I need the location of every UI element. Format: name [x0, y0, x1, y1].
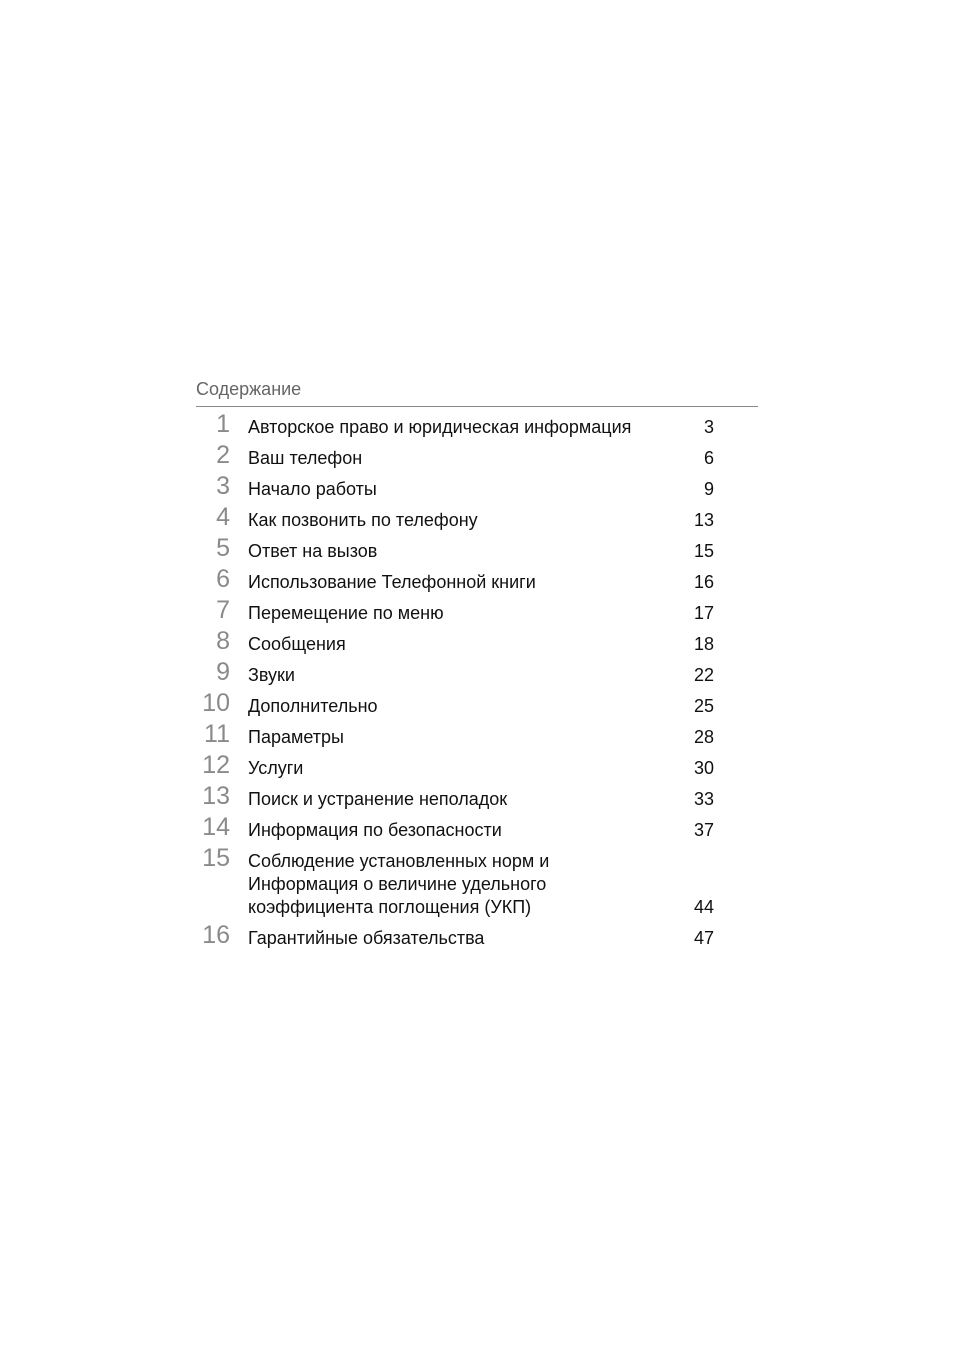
page-number: 33 — [693, 789, 714, 809]
toc-entry[interactable] — [196, 505, 758, 536]
toc-entry[interactable] — [196, 536, 758, 567]
toc-entry[interactable] — [196, 474, 758, 505]
chapter-number: 13 — [202, 782, 230, 810]
toc-entry[interactable] — [196, 443, 758, 474]
chapter-title: Как позвонить по телефону — [248, 510, 478, 530]
chapter-title: Соблюдение установленных норм и Информация о величине удельного коэффициента поглощения (УКП) — [248, 851, 550, 917]
page-number: 44 — [693, 897, 714, 917]
toc-entry[interactable] — [196, 412, 758, 443]
page-number: 16 — [693, 572, 714, 592]
chapter-title: Дополнительно — [248, 696, 378, 716]
chapter-number: 10 — [202, 689, 230, 717]
page-number: 9 — [703, 479, 714, 499]
chapter-title: Услуги — [248, 758, 304, 778]
page-number: 3 — [703, 417, 714, 437]
chapter-title: Ответ на вызов — [248, 541, 378, 561]
chapter-title: Информация по безопасности — [248, 820, 502, 840]
page-number: 25 — [693, 696, 714, 716]
chapter-number: 16 — [202, 921, 230, 949]
page-number: 47 — [693, 928, 714, 948]
toc-list — [196, 412, 758, 954]
toc-entry[interactable] — [196, 567, 758, 598]
chapter-number: 14 — [202, 813, 230, 841]
page-number: 6 — [703, 448, 714, 468]
chapter-title: Поиск и устранение неполадок — [248, 789, 508, 809]
toc-entry[interactable] — [196, 923, 758, 954]
page-number: 30 — [693, 758, 714, 778]
page-number: 22 — [693, 665, 714, 685]
chapter-number: 9 — [216, 658, 230, 686]
chapter-number: 1 — [216, 410, 230, 438]
toc-divider — [196, 406, 758, 407]
chapter-title: Авторское право и юридическая информация — [248, 417, 632, 437]
chapter-title: Сообщения — [248, 634, 346, 654]
toc-entry[interactable] — [196, 753, 758, 784]
page-number: 18 — [693, 634, 714, 654]
chapter-title: Начало работы — [248, 479, 377, 499]
page-number: 15 — [693, 541, 714, 561]
toc-entry[interactable] — [196, 629, 758, 660]
toc-entry[interactable] — [196, 815, 758, 846]
table-of-contents — [196, 376, 758, 954]
chapter-number: 15 — [202, 844, 230, 872]
chapter-title: Использование Телефонной книги — [248, 572, 536, 592]
chapter-number: 5 — [216, 534, 230, 562]
chapter-title: Перемещение по меню — [248, 603, 444, 623]
chapter-number: 7 — [216, 596, 230, 624]
chapter-number: 11 — [204, 720, 230, 748]
toc-entry[interactable] — [196, 784, 758, 815]
chapter-title: Звуки — [248, 665, 295, 685]
chapter-number: 4 — [216, 503, 230, 531]
chapter-number: 12 — [202, 751, 230, 779]
page-number: 13 — [693, 510, 714, 530]
page-number: 17 — [693, 603, 714, 623]
toc-entry[interactable] — [196, 660, 758, 691]
chapter-title: Гарантийные обязательства — [248, 928, 485, 948]
chapter-title: Параметры — [248, 727, 344, 747]
page-number: 28 — [693, 727, 714, 747]
chapter-number: 6 — [216, 565, 230, 593]
toc-title: Содержание — [196, 379, 302, 399]
toc-entry[interactable] — [196, 722, 758, 753]
toc-entry[interactable] — [196, 598, 758, 629]
chapter-number: 8 — [216, 627, 230, 655]
toc-entry[interactable] — [196, 691, 758, 722]
chapter-number: 3 — [216, 472, 230, 500]
chapter-title: Ваш телефон — [248, 448, 363, 468]
chapter-number: 2 — [216, 441, 230, 469]
page-number: 37 — [693, 820, 714, 840]
toc-entry[interactable] — [196, 846, 758, 923]
